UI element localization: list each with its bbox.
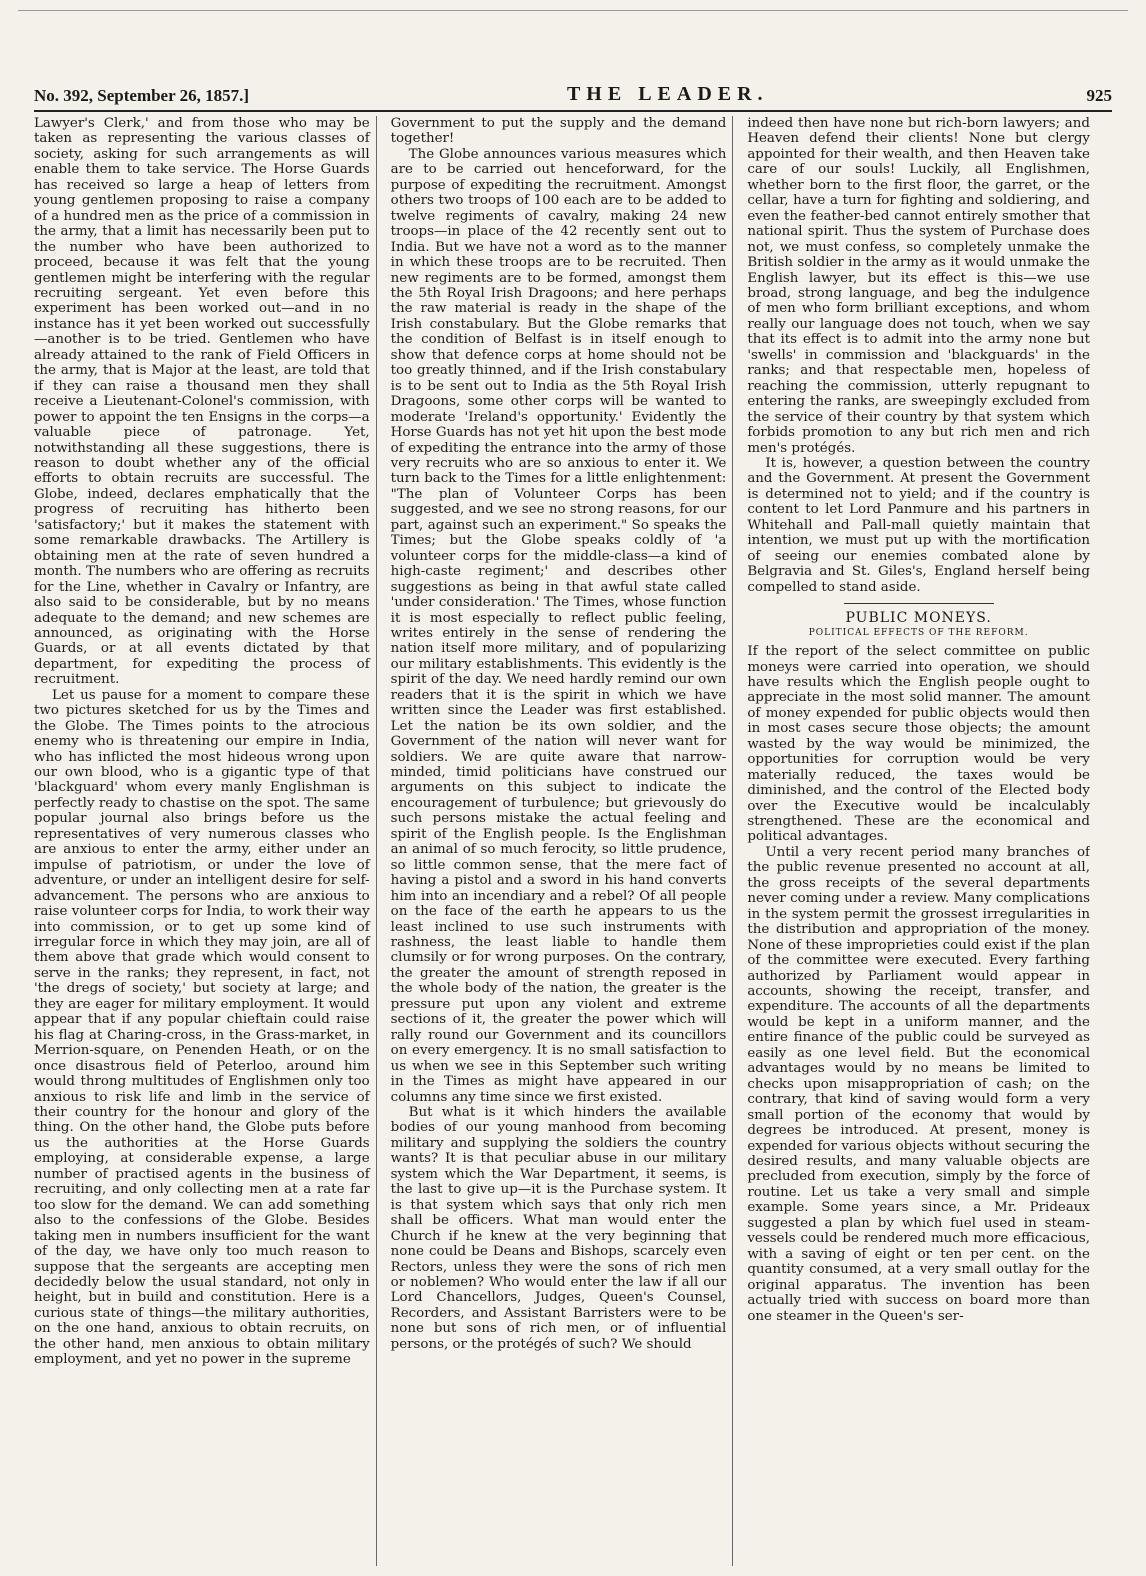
page-number: 925: [1086, 86, 1112, 105]
section-divider: [844, 603, 994, 604]
article-columns: [34, 116, 1090, 1566]
paragraph: The Globe announces various measures which are to be carried out henceforward, for the purpose of expediting the recruitment. Amongst others two troops of 100 each are to be added to twelve regiments of cavalry, making 24 new troops—in place of the 42 recently sent out to India. But we have not a word as to the manner in which these troops are to be recruited. Then new regiments are to be formed, amongst them the 5th Royal Irish Dragoons; and here perhaps the raw material is ready in the shape of the Irish constabulary. But the Globe remarks that the condition of Belfast is in itself enough to show that defence corps at home should not be too greatly thinned, and if the Irish constabulary is to be sent out to India as the 5th Royal Irish Dragoons, some other corps will be wanted to moderate 'Ireland's opportunity.' Evidently the Horse Guards has not yet hit upon the best mode of expediting the entrance into the army of those very recruits who are so anxious to enter it. We turn back to the Times for a little enlightenment: "The plan of Volunteer Corps has been suggested, and we see no strong reasons, for our part, against such an experiment." So speaks the Times; but the Globe speaks coldly of 'a volunteer corps for the middle-class—a kind of high-caste regiment;' and describes other suggestions as being in that awful state called 'under consideration.' The Times, whose function it is most especially to reflect public feeling, writes entirely in the sense of rendering the nation itself more military, and of popularizing our military establishments. This evidently is the spirit of the day. We need hardly remind our own readers that it is the spirit in which we have written since the Leader was first established. Let the nation be its own soldier, and the Government of the nation will never want for soldiers. We are quite aware that narrow-minded, timid politicians have construed our arguments on this subject to indicate the encouragement of turbulence; but grievously do such persons mistake the actual feeling and spirit of the English people. Is the Englishman an animal of so much ferocity, so little prudence, so little common sense, that the mere fact of having a pistol and a sword in his hand converts him into an incendiary and a rebel? Of all people on the face of the earth he appears to us the least inclined to use such instruments with rashness, the least liable to handle them clumsily or for wrong purposes. On the contrary, the greater the amount of strength reposed in the whole body of the nation, the greater is the pressure put upon any violent and extreme sections of it, the greater the power which will rally round our Government and its councillors on every emergency. It is no small satisfaction to us when we see in this September such writing in the Times as might have appeared in our columns any time since we first existed.: [390, 146, 727, 1105]
paragraph: It is, however, a question between the country and the Government. At present the Government is determined not to yield; and if the country is content to let Lord Panmure and his partners in Whitehall and Pall-mall quietly maintain that intention, we must put up with the mortification of seeing our enemies combated alone by Belgravia and St. Giles's, England herself being compelled to stand aside.: [747, 455, 1090, 595]
column-3: [747, 116, 1090, 1566]
section-subtitle: POLITICAL EFFECTS OF THE REFORM.: [808, 628, 1029, 639]
paragraph: But what is it which hinders the available bodies of our young manhood from becoming military and supplying the soldiers the country wants? It is that peculiar abuse in our military system which the War Department, it seems, is the last to give up—it is the Purchase system. It is that system which says that only rich men shall be officers. What man would enter the Church if he knew at the very beginning that none could be Deans and Bishops, scarcely even Rectors, unless they were the sons of rich men or noblemen? Who would enter the law if all our Lord Chancellors, Judges, Queen's Counsel, Recorders, and Assistant Barristers were to be none but sons of rich men, or of influential persons, or the protégés of such? We should: [390, 1105, 727, 1352]
masthead-title: THE LEADER.: [566, 83, 769, 105]
column-2: [391, 116, 734, 1566]
page-header: [34, 74, 1112, 112]
top-edge-rule: [18, 10, 1128, 11]
paragraph: Government to put the supply and the demand together!: [390, 116, 727, 147]
paragraph: indeed then have none but rich-born lawyers; and Heaven defend their clients! None but clergy appointed for their wealth, and then Heaven take care of our souls! Luckily, all Englishmen, whether born to the first floor, the garret, or the cellar, have a turn for fighting and soldiering, and even the feather-bed cannot entirely smother that national spirit. Thus the system of Purchase does not, we must confess, so completely unmake the British soldier in the army as it would unmake the English lawyer, but its effect is this—we use broad, strong language, and beg the indulgence of men who form brilliant exceptions, and whom really our language does not touch, when we say that its effect is to admit into the army none but 'swells' in commission and 'blackguards' in the ranks; and that respectable men, hopeless of reaching the commission, utterly repugnant to entering the ranks, are sweepingly excluded from the service of their country by that system which forbids promotion to any but rich men and rich men's protégés.: [747, 116, 1090, 456]
paragraph: Lawyer's Clerk,' and from those who may be taken as representing the various classes of society, asking for such arrangements as will enable them to take service. The Horse Guards has received so large a heap of letters from young gentlemen proposing to raise a company of a hundred men as the price of a commission in the army, that a limit has necessarily been put to the number who have been authorized to proceed, because it was felt that the young gentlemen might be interfering with the regular recruiting sergeant. Yet even before this experiment has been worked out—and in no instance has it yet been worked out successfully—another is to be tried. Gentlemen who have already attained to the rank of Field Officers in the army, that is Major at the least, are told that if they can raise a thousand men they shall receive a Lieutenant-Colonel's commission, with power to appoint the ten Ensigns in the corps—a valuable piece of patronage. Yet, notwithstanding all these suggestions, there is reason to doubt whether any of the official efforts to obtain recruits are successful. The Globe, indeed, declares emphatically that the progress of recruiting has hitherto been 'satisfactory;' but it makes the statement with some remarkable drawbacks. The Artillery is obtaining men at the rate of seven hundred a month. The numbers who are offering as recruits for the Line, whether in Cavalry or Infantry, are also said to be considerable, but by no means adequate to the demand; and new schemes are announced, as originating with the Horse Guards, or at all events dictated by that department, for expediting the process of recruitment.: [34, 116, 370, 688]
paragraph: If the report of the select committee on public moneys were carried into operation, we should have results which the English people ought to appreciate in the most solid manner. The amount of money expended for public objects would then in most cases secure those objects; the amount wasted by the way would be minimized, the opportunities for corruption would be very materially reduced, the taxes would be diminished, and the control of the Elected body over the Executive would be incalculably strengthened. These are the economical and political advantages.: [747, 644, 1090, 845]
issue-date: No. 392, September 26, 1857.]: [34, 86, 249, 105]
paragraph: Let us pause for a moment to compare these two pictures sketched for us by the Times and the Globe. The Times points to the atrocious enemy who is threatening our empire in India, who has inflicted the most hideous wrong upon our own blood, who is a gigantic type of that 'blackguard' whom every manly Englishman is perfectly ready to chastise on the spot. The same popular journal also brings before us the representatives of very numerous classes who are anxious to enter the army, either under an impulse of patriotism, or under the love of adventure, or under an intelligent desire for self-advancement. The persons who are anxious to raise volunteer corps for India, to work their way into commission, or to get up some kind of irregular force in which they may join, are all of them above that grade which would consent to serve in the ranks; they represent, in fact, not 'the dregs of society,' but society at large; and they are eager for military employment. It would appear that if any popular chieftain could raise his flag at Charing-cross, in the Grass-market, in Merrion-square, on Penenden Heath, or on the once disastrous field of Peterloo, around him would throng multitudes of Englishmen only too anxious to risk life and limb in the service of their country for the honour and glory of the thing. On the other hand, the Globe puts before us the authorities at the Horse Guards employing, at considerable expense, a large number of practised agents in the business of recruiting, and only collecting men at a rate far too slow for the demand. We can add something also to the confessions of the Globe. Besides taking men in numbers insufficient for the want of the day, we have only too much reason to suppose that the sergeants are accepting men decidedly below the usual standard, not only in height, but in build and constitution. Here is a curious state of things—the military authorities, on the one hand, anxious to obtain recruits, on the other hand, men anxious to obtain military employment, and yet no power in the supreme: [34, 687, 370, 1368]
column-1: [34, 116, 377, 1566]
paragraph: Until a very recent period many branches of the public revenue presented no account at all, the gross receipts of the several departments never coming under a review. Many complications in the system permit the grossest irregularities in the distribution and appropriation of the money. None of these improprieties could exist if the plan of the committee were executed. Every farthing authorized by Parliament would appear in accounts, showing the receipt, transfer, and expenditure. The accounts of all the departments would be kept in a uniform manner, and the entire finance of the public could be surveyed as easily as one level field. But the economical advantages would by no means be limited to checks upon misappropriation of cash; on the contrary, that kind of saving would form a very small portion of the economy that would by degrees be introduced. At present, money is expended for various objects without securing the desired results, and many valuable objects are precluded from execution, simply by the force of routine. Let us take a very small and simple example. Some years since, a Mr. Prideaux suggested a plan by which fuel used in steam-vessels could be rendered much more efficacious, with a saving of eight or ten per cent. on the quantity consumed, at a very small outlay for the original apparatus. The invention has been actually tried with success on board more than one steamer in the Queen's ser-: [747, 844, 1090, 1324]
section-title: PUBLIC MONEYS.: [845, 610, 992, 627]
